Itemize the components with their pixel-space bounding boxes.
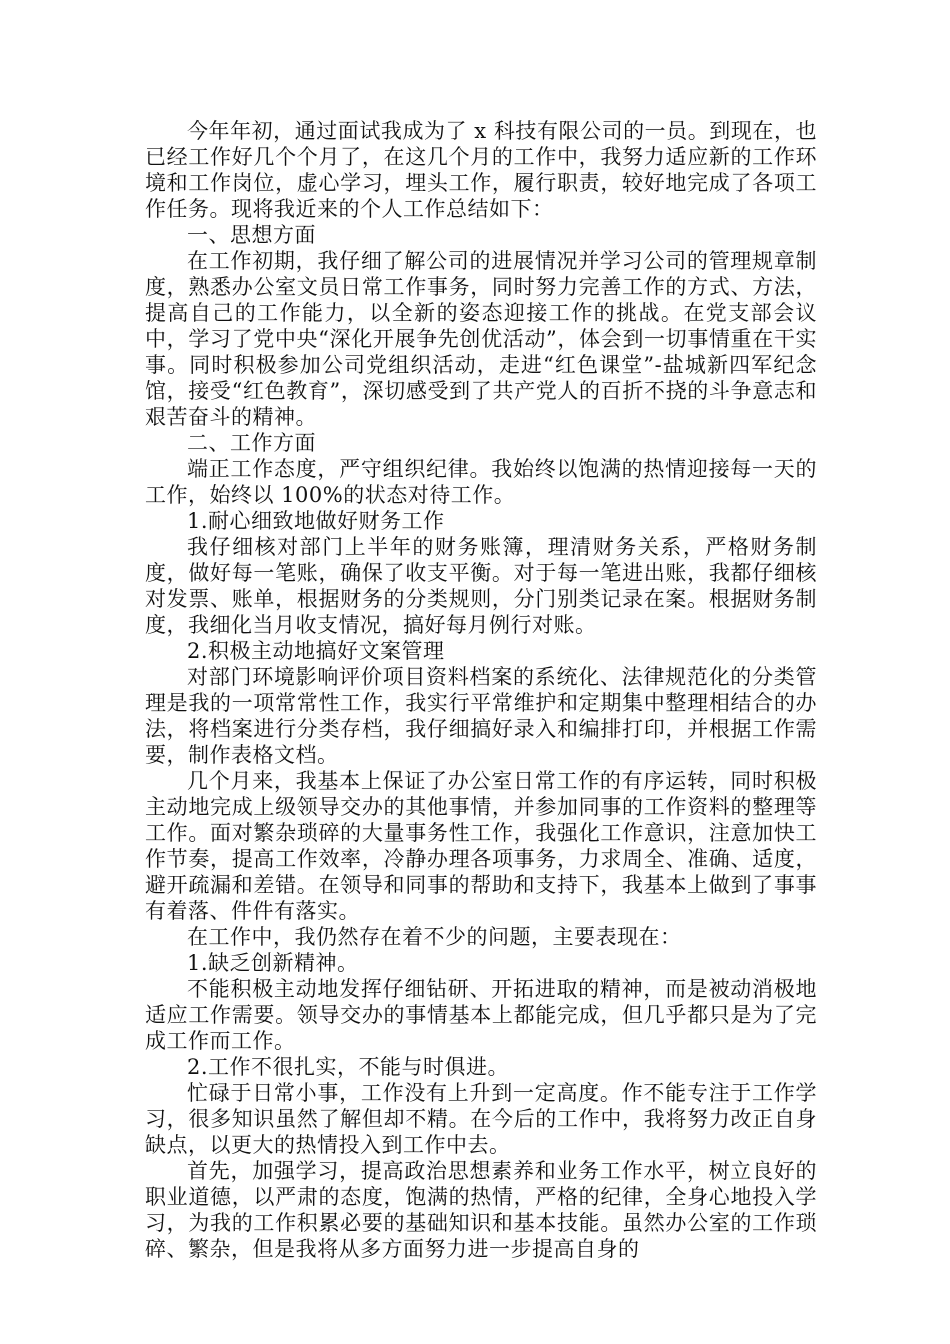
finance-paragraph: 我仔细核对部门上半年的财务账簿，理清财务关系，严格财务制度，做好每一笔账，确保了收支平衡。对于每一笔进出账，我都仔细核对发票、账单，根据财务的分类规则，分门别类记录在案。根据财务制度，我细化当月收支情况，搞好每月例行对账。 — [145, 535, 817, 637]
problem-heading-1: 1.缺乏创新精神。 — [187, 951, 359, 975]
problem-paragraph-1: 不能积极主动地发挥仔细钻研、开拓进取的精神，而是被动消极地适应工作需要。领导交办的事情基本上都能完成，但几乎都只是为了完成工作而工作。 — [145, 977, 817, 1053]
document-body — [145, 118, 817, 1262]
problems-intro: 在工作中，我仍然存在着不少的问题，主要表现在： — [187, 925, 682, 949]
work-attitude-paragraph: 端正工作态度，严守组织纪律。我始终以饱满的热情迎接每一天的工作，始终以 100%的状态对待工作。 — [145, 457, 817, 507]
documents-paragraph: 对部门环境影响评价项目资料档案的系统化、法律规范化的分类管理是我的一项常常性工作，我实行平常维护和定期集中整理相结合的办法，将档案进行分类存档，我仔细搞好录入和编排打印，并根据工作需要，制作表格文档。 — [145, 665, 817, 767]
subheading-finance: 1.耐心细致地做好财务工作 — [187, 509, 445, 533]
subheading-documents: 2.积极主动地搞好文案管理 — [187, 639, 445, 663]
section-heading-thought: 一、思想方面 — [187, 223, 316, 247]
thought-paragraph: 在工作初期，我仔细了解公司的进展情况并学习公司的管理规章制度，熟悉办公室文员日常工作事务，同时努力完善工作的方式、方法，提高自己的工作能力，以全新的姿态迎接工作的挑战。在党支部会议中，学习了党中央“深化开展争先创优活动”，体会到一切事情重在干实事。同时积极参加公司党组织活动，走进“红色课堂”-盐城新四军纪念馆，接受“红色教育”，深切感受到了共产党人的百折不挠的斗争意志和艰苦奋斗的精神。 — [145, 249, 817, 429]
intro-paragraph: 今年年初，通过面试我成为了 x 科技有限公司的一员。到现在，也已经工作好几个个月了，在这几个月的工作中，我努力适应新的工作环境和工作岗位，虚心学习，埋头工作，履行职责，较好地完成了各项工作任务。现将我近来的个人工作总结如下： — [145, 119, 817, 221]
problem-heading-2: 2.工作不很扎实，不能与时俱进。 — [187, 1055, 510, 1079]
plan-paragraph: 首先，加强学习，提高政治思想素养和业务工作水平，树立良好的职业道德，以严肃的态度，饱满的热情，严格的纪律，全身心地投入学习，为我的工作积累必要的基础知识和基本技能。虽然办公室的工作琐碎、繁杂，但是我将从多方面努力进一步提高自身的 — [145, 1159, 817, 1261]
section-heading-work: 二、工作方面 — [187, 431, 316, 455]
summary-paragraph: 几个月来，我基本上保证了办公室日常工作的有序运转，同时积极主动地完成上级领导交办的其他事情，并参加同事的工作资料的整理等工作。面对繁杂琐碎的大量事务性工作，我强化工作意识，注意加快工作节奏，提高工作效率，冷静办理各项事务，力求周全、准确、适度，避开疏漏和差错。在领导和同事的帮助和支持下，我基本上做到了事事有着落、件件有落实。 — [145, 769, 817, 923]
problem-paragraph-2: 忙碌于日常小事，工作没有上升到一定高度。作不能专注于工作学习，很多知识虽然了解但却不精。在今后的工作中，我将努力改正自身缺点，以更大的热情投入到工作中去。 — [145, 1081, 817, 1157]
